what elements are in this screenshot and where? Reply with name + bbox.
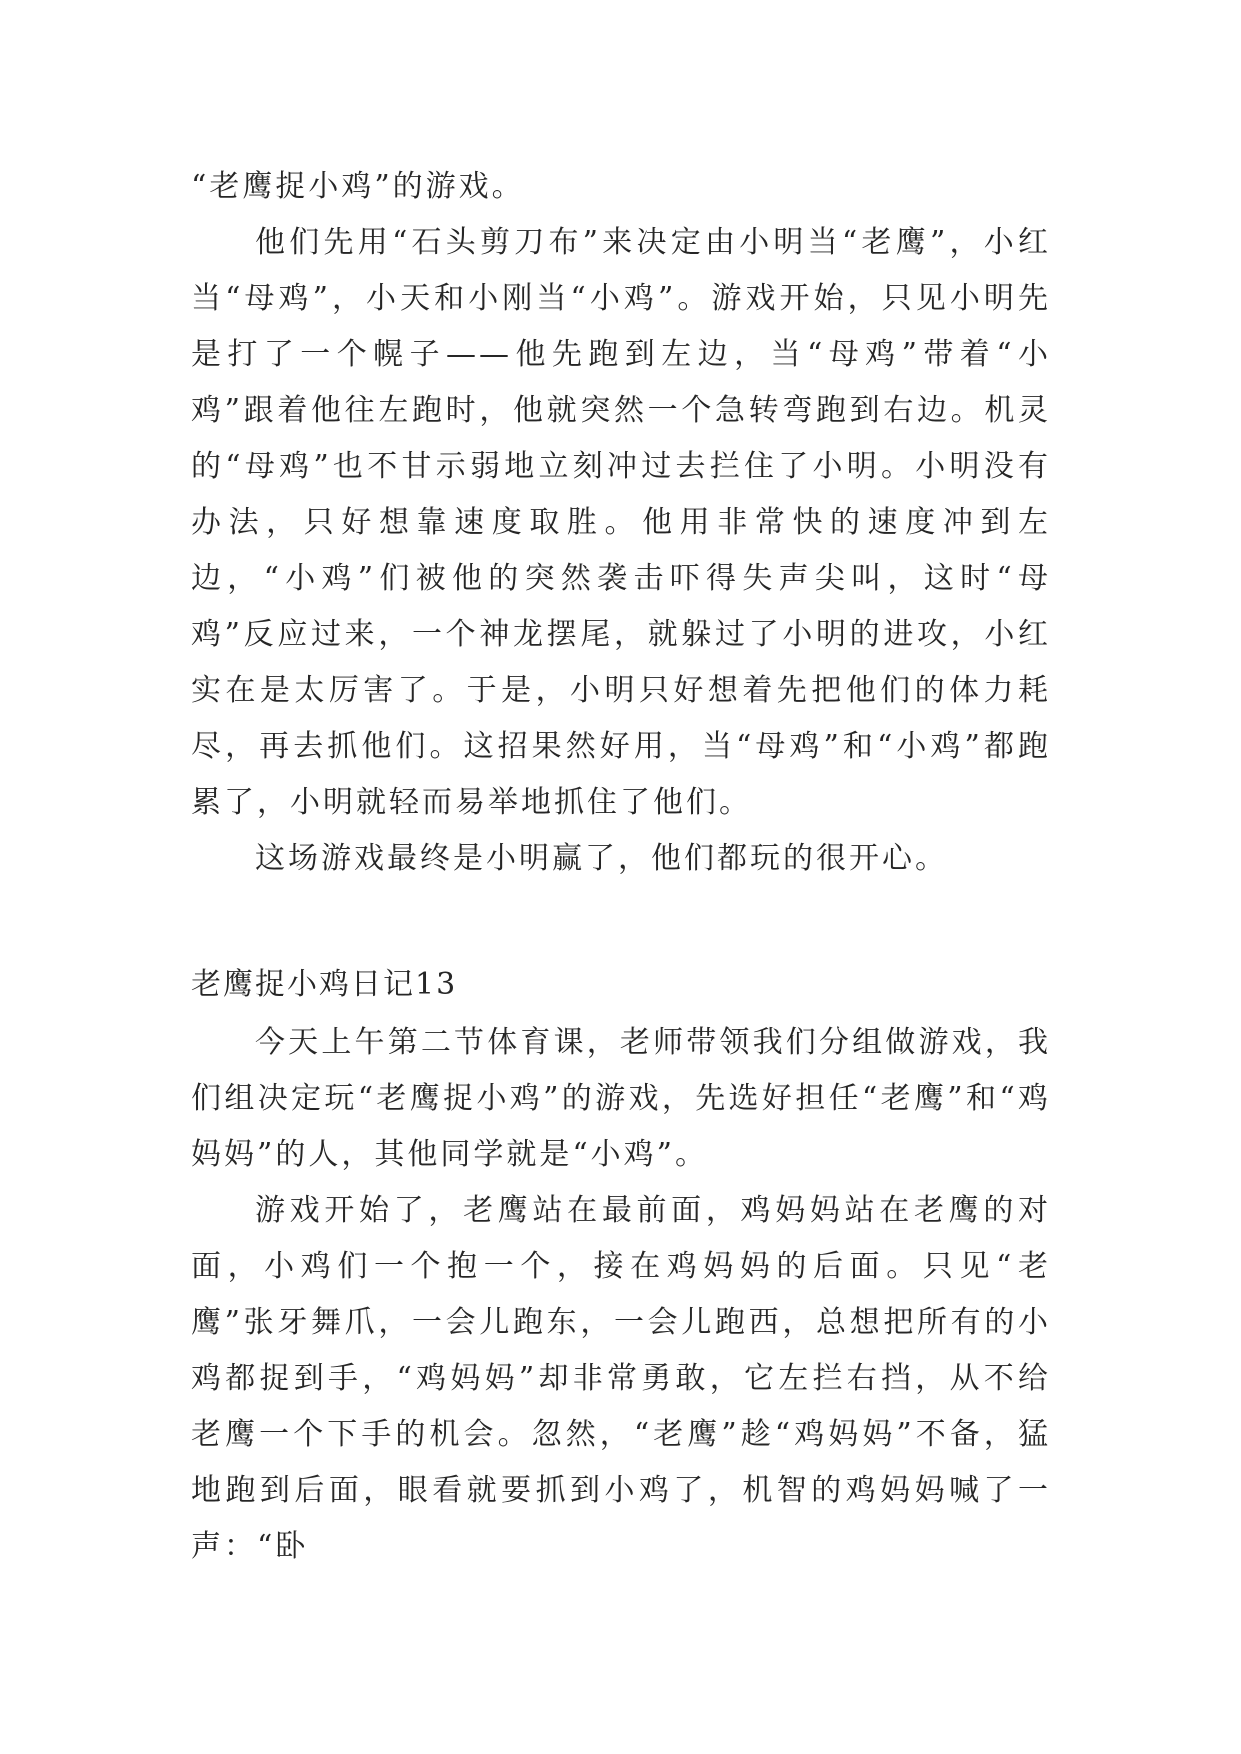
body-paragraph-game-start: 游戏开始了，老鹰站在最前面，鸡妈妈站在老鹰的对面，小鸡们一个抱一个，接在鸡妈妈的后面。只见“老鹰”张牙舞爪，一会儿跑东，一会儿跑西，总想把所有的小鸡都捉到手，“鸡妈妈”却非常勇敢，它左拦右挡，从不给老鹰一个下手的机会。忽然，“老鹰”趁“鸡妈妈”不备，猛地跑到后面，眼看就要抓到小鸡了，机智的鸡妈妈喊了一声：“卧 [191, 1193, 1051, 1564]
section-title: 老鹰捉小鸡日记13 [191, 967, 458, 1002]
continuation-paragraph: “老鹰捉小鸡”的游戏。 [191, 169, 525, 204]
body-paragraph-game-description: 他们先用“石头剪刀布”来决定由小明当“老鹰”，小红当“母鸡”，小天和小刚当“小鸡”。游戏开始，只见小明先是打了一个幌子——他先跑到左边，当“母鸡”带着“小鸡”跟着他往左跑时，他就突然一个急转弯跑到右边。机灵的“母鸡”也不甘示弱地立刻冲过去拦住了小明。小明没有办法，只好想靠速度取胜。他用非常快的速度冲到左边，“小鸡”们被他的突然袭击吓得失声尖叫，这时“母鸡”反应过来，一个神龙摆尾，就躲过了小明的进攻，小红实在是太厉害了。于是，小明只好想着先把他们的体力耗尽，再去抓他们。这招果然好用，当“母鸡”和“小鸡”都跑累了，小明就轻而易举地抓住了他们。 [191, 225, 1051, 820]
document-body [191, 159, 1051, 1575]
body-paragraph-pe-class: 今天上午第二节体育课，老师带领我们分组做游戏，我们组决定玩“老鹰捉小鸡”的游戏，先选好担任“老鹰”和“鸡妈妈”的人，其他同学就是“小鸡”。 [191, 1025, 1051, 1172]
body-paragraph-game-conclusion: 这场游戏最终是小明赢了，他们都玩的很开心。 [255, 841, 948, 876]
